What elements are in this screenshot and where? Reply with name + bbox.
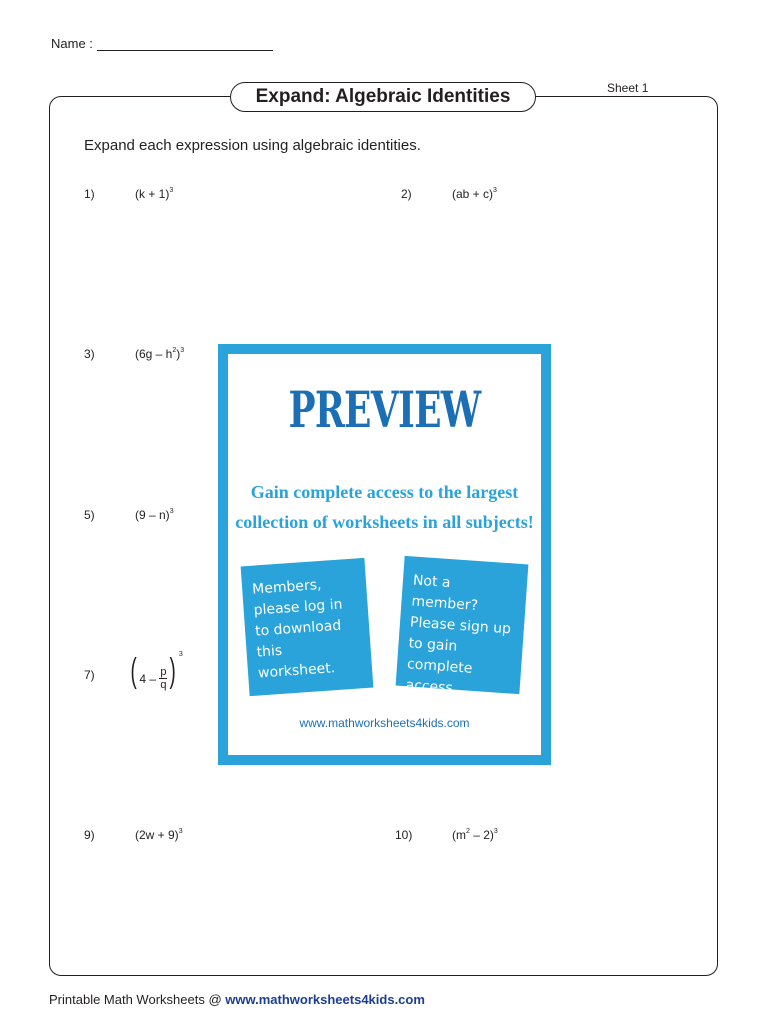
- preview-overlay: [218, 344, 551, 765]
- problem-number: 1): [84, 187, 95, 201]
- preview-subtitle: Gain complete access to the largest: [250, 482, 519, 502]
- footer-website-link[interactable]: www.mathworksheets4kids.com: [225, 992, 425, 1007]
- worksheet-title: Expand: Algebraic Identities: [230, 82, 536, 112]
- problem-expression: $(m^2 - 2)^3$: [452, 828, 498, 842]
- preview-subtitle: collection of worksheets in all subjects!: [235, 512, 534, 532]
- problem-number: 2): [401, 187, 412, 201]
- problem-expression: $(2w + 9)^3$: [135, 828, 183, 842]
- signup-card[interactable]: Not a member? Please sign up to gain complete access.: [396, 556, 529, 694]
- problem-expression: $(k + 1)^3$: [135, 187, 174, 201]
- problem-number: 3): [84, 347, 95, 361]
- preview-website-link[interactable]: www.mathworksheets4kids.com: [299, 716, 470, 730]
- footer: [49, 992, 425, 1007]
- members-login-card[interactable]: Members, please log in to download this worksheet.: [241, 558, 374, 696]
- instructions: Expand each expression using algebraic identities.: [84, 137, 421, 154]
- fraction: $\frac{p}{q}$: [160, 666, 167, 692]
- right-paren: ): [170, 652, 177, 690]
- problem-expression: $(6g - h^2)^3$: [135, 347, 185, 361]
- name-line: [97, 50, 273, 51]
- problem-number: 7): [84, 668, 95, 682]
- name-label: Name :: [51, 36, 93, 51]
- footer-label: Printable Math Worksheets @: [49, 992, 222, 1007]
- preview-title: PREVIEW: [288, 380, 481, 439]
- sheet-label: Sheet 1: [607, 81, 649, 95]
- problem-number: 9): [84, 828, 95, 842]
- problem-number: 5): [84, 508, 95, 522]
- problem-expression: ( 4 – $\frac{p}{q}$ ) $^3$: [130, 651, 183, 692]
- left-paren: (: [130, 652, 137, 690]
- problem-expression: (9 – n)$^3$: [135, 508, 174, 522]
- problem-expression: (ab + c)$^3$: [452, 187, 497, 201]
- preview-panel: [228, 354, 541, 755]
- problem-number: 10): [395, 828, 413, 842]
